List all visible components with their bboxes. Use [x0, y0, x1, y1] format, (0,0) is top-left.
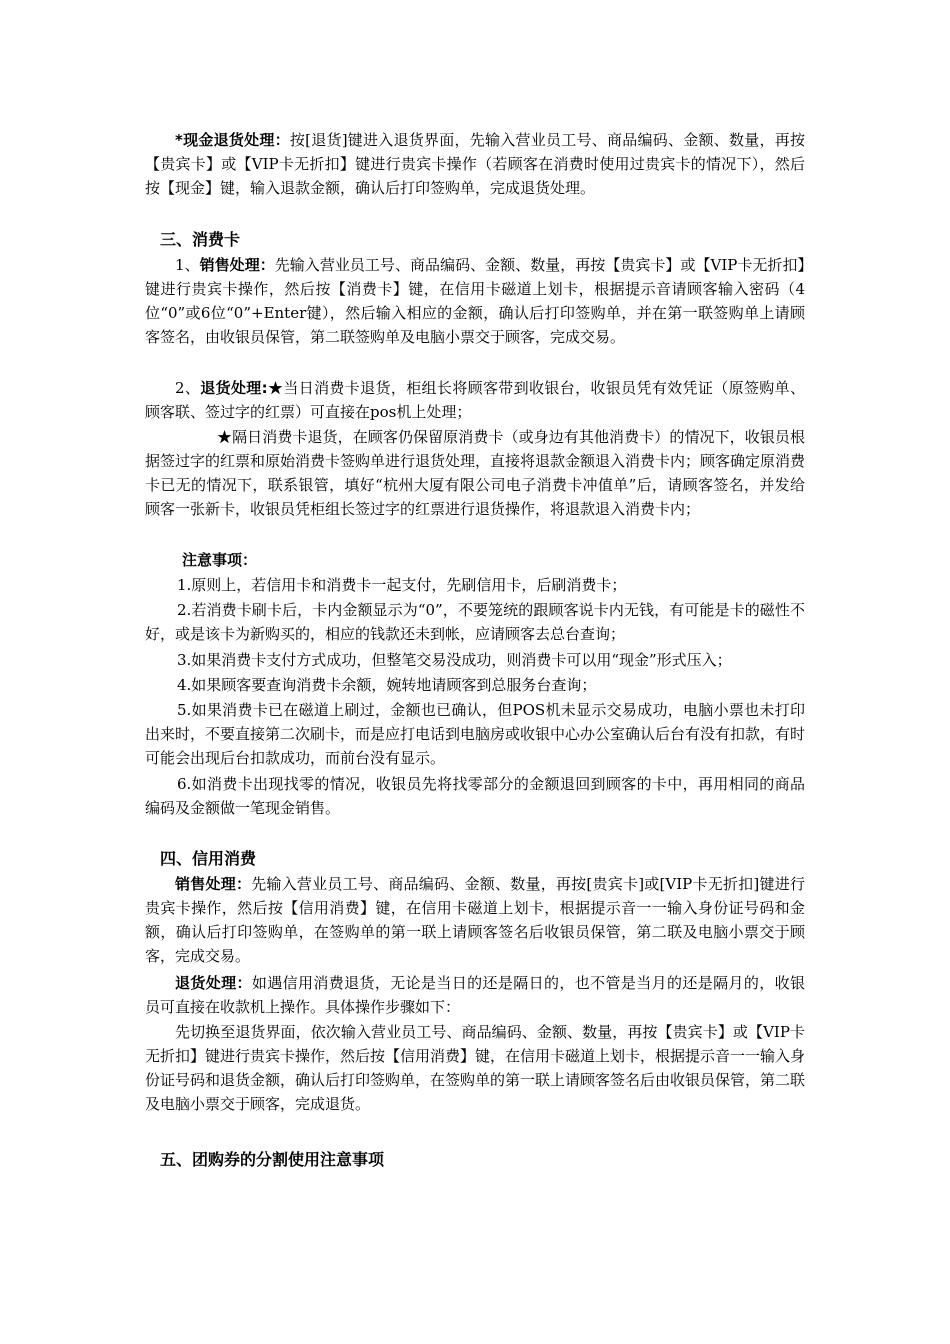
cash-return-text: 按[退货]键进入退货界面，先输入营业员工号、商品编码、金额、数量，再按【贵宾卡】或【VIP卡无折扣】键进行贵宾卡操作（若顾客在消费时使用过贵宾卡的情况下），然后按【现金】键，输入退款金额，确认后打印签购单，完成退货处理。 — [145, 131, 805, 197]
credit-return-label: 退货处理： — [175, 974, 252, 992]
notes-heading — [182, 548, 482, 572]
notes-heading-text: 注意事项： — [182, 551, 258, 569]
return-text: ★当日消费卡退货，柜组长将顾客带到收银台，收银员凭有效凭证（原签购单、顾客联、签过字的红票）可直接在pos机上处理； — [145, 379, 806, 421]
section-5-heading: 五、团购券的分割使用注意事项 — [160, 1150, 385, 1169]
section-3-return-paragraph-2: ★隔日消费卡退货，在顾客仍保留原消费卡（或身边有其他消费卡）的情况下，收银员根据签过字的红票和原始消费卡签购单进行退货处理，直接将退款金额退入消费卡内；顾客确定原消费卡已无的情况下，联系银管，填好“杭州大厦有限公司电子消费卡冲值单”后，请顾客签名，并发给顾客一张新卡，收银员凭柜组长签过字的红票进行退货操作，将退款退入消费卡内； — [145, 428, 806, 518]
sale-number: 1、 — [175, 256, 200, 274]
sale-label: 销售处理： — [199, 256, 275, 274]
note-item-1: 1.原则上，若信用卡和消费卡一起支付，先刷信用卡，后刷消费卡； — [177, 576, 627, 594]
note-item-5: 5.如果消费卡已在磁道上刷过，金额也已确认，但POS机未显示交易成功，电脑小票也未打印出来时，不要直接第二次刷卡，而是应打电话到电脑房或收银中心办公室确认后台有没有扣款，有时可能会出现后台扣款成功，而前台没有显示。 — [145, 701, 806, 767]
sale-text: 先输入营业员工号、商品编码、金额、数量，再按【贵宾卡】或【VIP卡无折扣】键进行贵宾卡操作，然后按【消费卡】键，在信用卡磁道上划卡，根据提示音请顾客输入密码（4位“0”或6位“0”+Enter键），然后输入相应的金额，确认后打印签购单，并在第一联签购单上请顾客签名，由收银员保管，第二联签购单及电脑小票交于顾客，完成交易。 — [145, 256, 805, 346]
section-3-heading: 三、消费卡 — [160, 230, 241, 249]
cash-return-paragraph — [145, 128, 805, 200]
section-4-heading: 四、信用消费 — [160, 849, 257, 868]
cash-return-label: *现金退货处理： — [175, 131, 290, 149]
section-3-return-paragraph — [145, 376, 805, 424]
note-item-2: 2.若消费卡刷卡后，卡内金额显示为“0”，不要笼统的跟顾客说卡内无钱，有可能是卡的磁性不好，或是该卡为新购买的，相应的钱款还未到帐，应请顾客去总台查询； — [145, 601, 805, 643]
section-4-return-paragraph — [145, 971, 805, 1019]
note-item-3: 3.如果消费卡支付方式成功，但整笔交易没成功，则消费卡可以用“现金”形式压入； — [177, 651, 732, 669]
credit-sale-text: 先输入营业员工号、商品编码、金额、数量，再按[贵宾卡]或[VIP卡无折扣]键进行贵宾卡操作，然后按【信用消费】键，在信用卡磁道上划卡，根据提示音一一输入身份证号码和金额，确认后打印签购单，在签购单的第一联上请顾客签名后收银员保管，第二联及电脑小票交于顾客，完成交易。 — [145, 875, 805, 965]
credit-sale-label: 销售处理： — [175, 875, 252, 893]
section-3-sale-paragraph — [145, 253, 805, 349]
return-label: 退货处理: — [200, 379, 268, 397]
credit-return-text: 如遇信用消费退货，无论是当日的还是隔日的，也不管是当月的还是隔月的，收银员可直接在收款机上操作。具体操作步骤如下： — [145, 974, 805, 1016]
section-4-sale-paragraph — [145, 872, 805, 968]
note-item-4: 4.如果顾客要查询消费卡余额，婉转地请顾客到总服务台查询； — [177, 676, 597, 694]
section-4-steps-paragraph: 先切换至退货界面，依次输入营业员工号、商品编码、金额、数量，再按【贵宾卡】或【VIP卡无折扣】键进行贵宾卡操作，然后按【信用消费】键，在信用卡磁道上划卡，根据提示音一一输入身份证号码和退货金额，确认后打印签购单，在签购单的第一联上请顾客签名后由收银员保管，第二联及电脑小票交于顾客，完成退货。 — [145, 1023, 806, 1113]
return-number: 2、 — [175, 379, 201, 397]
note-item-6: 6.如消费卡出现找零的情况，收银员先将找零部分的金额退回到顾客的卡中，再用相同的商品编码及金额做一笔现金销售。 — [145, 775, 805, 817]
